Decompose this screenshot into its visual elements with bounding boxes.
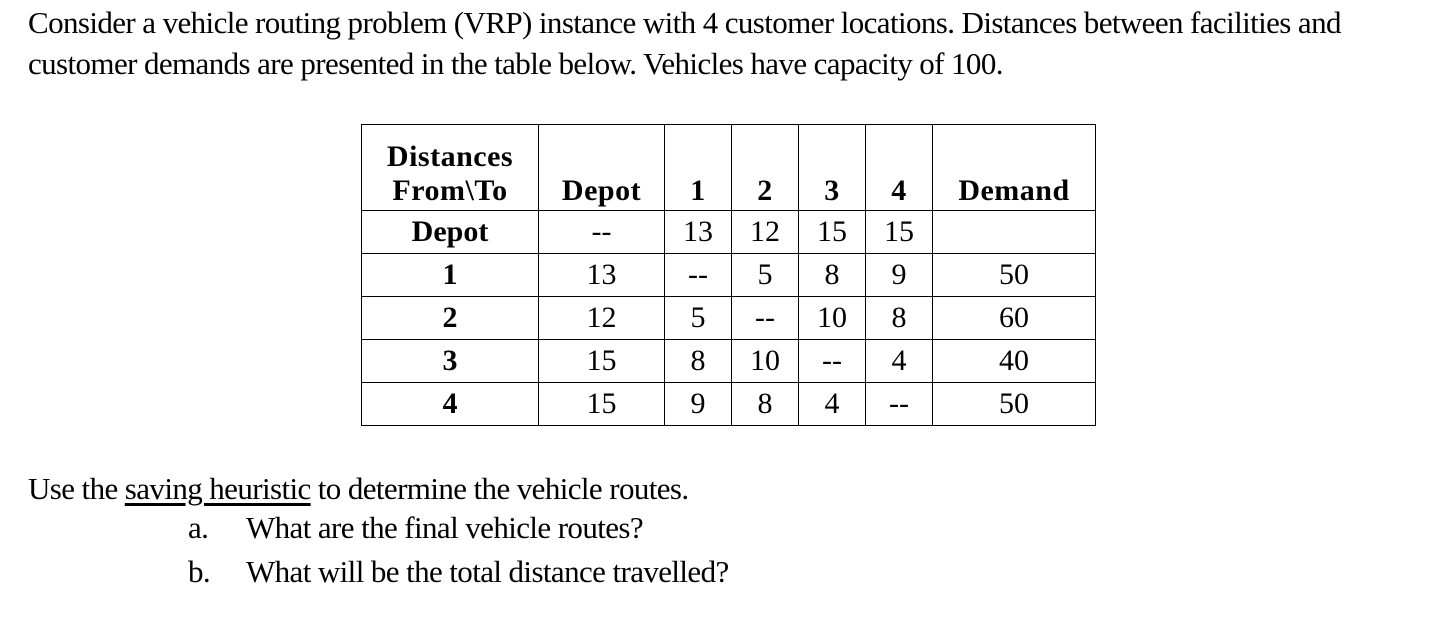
question-marker: b. xyxy=(188,554,211,589)
table-cell: 10 xyxy=(732,340,799,383)
table-row xyxy=(362,340,1096,383)
table-cell xyxy=(933,211,1096,254)
header-2: 2 xyxy=(732,125,799,211)
table-cell: -- xyxy=(799,340,866,383)
question-b xyxy=(188,551,729,593)
task-suffix: to determine the vehicle routes. xyxy=(310,471,689,506)
row-label: 3 xyxy=(362,340,539,383)
header-4: 4 xyxy=(866,125,933,211)
table-corner-header xyxy=(362,125,539,211)
question-marker: a. xyxy=(188,510,209,545)
header-depot: Depot xyxy=(539,125,665,211)
table-cell: 15 xyxy=(866,211,933,254)
table-cell: -- xyxy=(665,254,732,297)
table-cell: 15 xyxy=(799,211,866,254)
table-cell: -- xyxy=(539,211,665,254)
table-cell: 8 xyxy=(665,340,732,383)
table-cell: 13 xyxy=(665,211,732,254)
table-cell: 50 xyxy=(933,254,1096,297)
table-cell: 50 xyxy=(933,383,1096,426)
table-cell: 9 xyxy=(665,383,732,426)
table-cell: 13 xyxy=(539,254,665,297)
table-row xyxy=(362,383,1096,426)
table-cell: 5 xyxy=(732,254,799,297)
question-text: What are the final vehicle routes? xyxy=(246,510,644,545)
corner-line-1: Distances xyxy=(386,140,514,173)
table-cell: 9 xyxy=(866,254,933,297)
table-cell: 15 xyxy=(539,383,665,426)
table-cell: 40 xyxy=(933,340,1096,383)
table-cell: 4 xyxy=(866,340,933,383)
table-cell: 4 xyxy=(799,383,866,426)
problem-statement: Consider a vehicle routing problem (VRP) instance with 4 customer locations. Distances between facilities and customer demands are presented in the table below. Vehicles have capacity of 100. xyxy=(28,5,1341,81)
table-row xyxy=(362,211,1096,254)
saving-heuristic-term: saving heuristic xyxy=(124,471,311,506)
row-label: Depot xyxy=(362,211,539,254)
table-cell: 10 xyxy=(799,297,866,340)
header-1: 1 xyxy=(665,125,732,211)
task-instruction xyxy=(28,468,689,510)
table-header-row xyxy=(362,125,1096,211)
row-label: 1 xyxy=(362,254,539,297)
distance-demand-table xyxy=(361,124,1096,426)
corner-line-2: From\To xyxy=(392,174,508,207)
table-cell: 8 xyxy=(732,383,799,426)
table-cell: -- xyxy=(732,297,799,340)
table-cell: 12 xyxy=(732,211,799,254)
header-3: 3 xyxy=(799,125,866,211)
table-cell: 60 xyxy=(933,297,1096,340)
question-a xyxy=(188,507,643,549)
table-cell: -- xyxy=(866,383,933,426)
table-row xyxy=(362,254,1096,297)
table-cell: 12 xyxy=(539,297,665,340)
task-prefix: Use the xyxy=(28,471,125,506)
table-cell: 8 xyxy=(866,297,933,340)
question-text: What will be the total distance travelled? xyxy=(246,554,729,589)
table-cell: 8 xyxy=(799,254,866,297)
row-label: 4 xyxy=(362,383,539,426)
table-row xyxy=(362,297,1096,340)
table-cell: 5 xyxy=(665,297,732,340)
row-label: 2 xyxy=(362,297,539,340)
table-cell: 15 xyxy=(539,340,665,383)
header-demand: Demand xyxy=(933,125,1096,211)
